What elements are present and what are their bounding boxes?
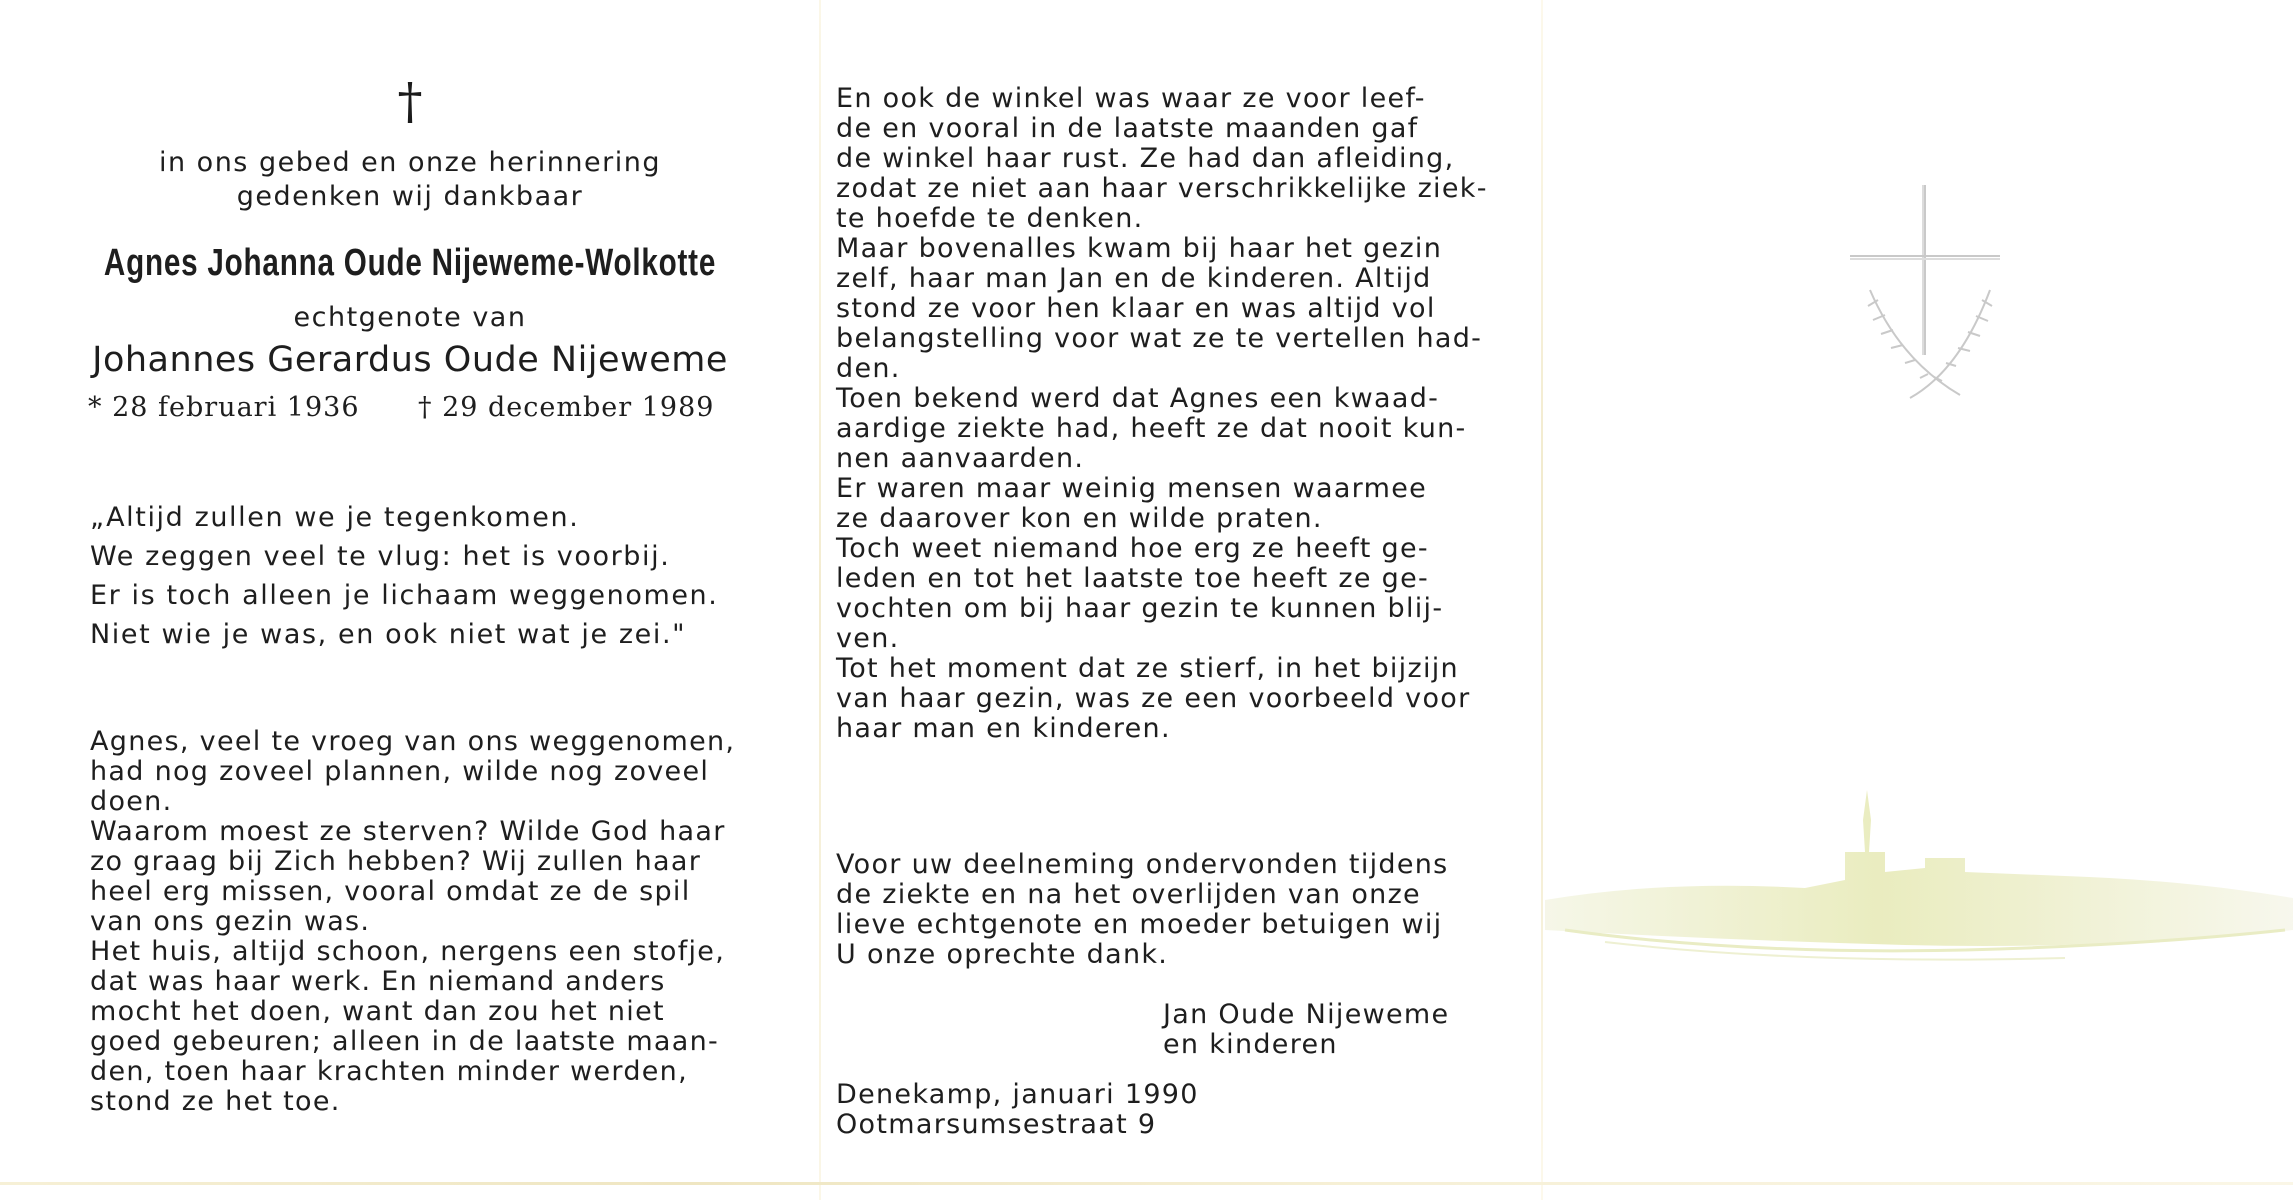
text-line: Waarom moest ze sterven? Wilde God haar: [90, 816, 726, 847]
text-line: aardige ziekte had, heeft ze dat nooit kun-: [836, 413, 1467, 444]
address-line: Ootmarsumsestraat 9: [836, 1109, 1157, 1140]
village-landscape-icon: [1545, 780, 2293, 980]
text-line: nen aanvaarden.: [836, 443, 1085, 474]
text-line: Toen bekend werd dat Agnes een kwaad-: [836, 383, 1440, 414]
text-line: zodat ze niet aan haar verschrikkelijke ziek-: [836, 173, 1488, 204]
text-line: Toch weet niemand hoe erg ze heeft ge-: [836, 533, 1429, 564]
text-line: van ons gezin was.: [90, 906, 371, 937]
text-line: En ook de winkel was waar ze voor leef-: [836, 83, 1426, 114]
cross-symbol: †: [397, 72, 423, 130]
death-date: † 29 december 1989: [418, 392, 715, 423]
text-line: haar man en kinderen.: [836, 713, 1171, 744]
signature-line: Jan Oude Nijeweme: [1163, 999, 1450, 1030]
text-line: Agnes, veel te vroeg van ons weggenomen,: [90, 726, 736, 757]
text-line: vochten om bij haar gezin te kunnen blij-: [836, 593, 1444, 624]
text-line: belangstelling voor wat ze te vertellen had-: [836, 323, 1483, 354]
card-bottom-edge: [0, 1182, 2293, 1185]
thanks-line: Voor uw deelneming ondervonden tijdens: [836, 849, 1449, 880]
thanks-line: U onze oprechte dank.: [836, 939, 1169, 970]
text-line: zelf, haar man Jan en de kinderen. Altijd: [836, 263, 1432, 294]
poem-line: Niet wie je was, en ook niet wat je zei.": [90, 619, 687, 650]
poem-line: Er is toch alleen je lichaam weggenomen.: [90, 580, 719, 611]
cross-with-palm-icon: [1830, 180, 2020, 410]
text-line: ven.: [836, 623, 900, 654]
text-line: mocht het doen, want dan zou het niet: [90, 996, 665, 1027]
text-line: heel erg missen, vooral omdat ze de spil: [90, 876, 691, 907]
text-line: had nog zoveel plannen, wilde nog zoveel: [90, 756, 710, 787]
signature: [1163, 1000, 1563, 1060]
spouse-label: echtgenote van: [293, 302, 527, 333]
thanks-line: de ziekte en na het overlijden van onze: [836, 879, 1421, 910]
text-line: Het huis, altijd schoon, nergens een stofje,: [90, 936, 726, 967]
text-line: dat was haar werk. En niemand anders: [90, 966, 666, 997]
place-and-address: [836, 1080, 1336, 1140]
deceased-name: Agnes Johanna Oude Nijeweme-Wolkotte: [103, 242, 717, 284]
text-line: te hoefde te denken.: [836, 203, 1144, 234]
text-line: van haar gezin, was ze een voorbeeld voor: [836, 683, 1471, 714]
birth-date: * 28 februari 1936: [88, 392, 360, 423]
text-line: stond ze het toe.: [90, 1086, 341, 1117]
text-line: de winkel haar rust. Ze had dan afleiding,: [836, 143, 1455, 174]
text-line: Maar bovenalles kwam bij haar het gezin: [836, 233, 1443, 264]
text-line: goed gebeuren; alleen in de laatste maan-: [90, 1026, 720, 1057]
text-line: zo graag bij Zich hebben? Wij zullen haar: [90, 846, 702, 877]
intro-line: gedenken wij dankbaar: [236, 181, 584, 212]
thanks-text: [836, 850, 1526, 970]
text-line: den, toen haar krachten minder werden,: [90, 1056, 688, 1087]
text-line: leden en tot het laatste toe heeft ze ge-: [836, 563, 1430, 594]
text-line: Er waren maar weinig mensen waarmee: [836, 473, 1428, 504]
text-line: doen.: [90, 786, 173, 817]
text-line: ze daarover kon en wilde praten.: [836, 503, 1323, 534]
intro-text: [0, 146, 820, 214]
husband-name: Johannes Gerardus Oude Nijeweme: [92, 340, 728, 380]
memorial-text-left: [90, 727, 780, 1117]
text-line: stond ze voor hen klaar en was altijd vol: [836, 293, 1436, 324]
thanks-line: lieve echtgenote en moeder betuigen wij: [836, 909, 1443, 940]
signature-line: en kinderen: [1163, 1029, 1338, 1060]
text-line: den.: [836, 353, 901, 384]
poem-line: We zeggen veel te vlug: het is voorbij.: [90, 541, 671, 572]
poem: [90, 498, 780, 654]
intro-line: in ons gebed en onze herinnering: [158, 147, 662, 178]
text-line: Tot het moment dat ze stierf, in het bijzijn: [836, 653, 1459, 684]
memorial-text-middle: [836, 84, 1526, 744]
text-line: de en vooral in de laatste maanden gaf: [836, 113, 1419, 144]
poem-line: „Altijd zullen we je tegenkomen.: [90, 502, 580, 533]
place-date-line: Denekamp, januari 1990: [836, 1079, 1199, 1110]
